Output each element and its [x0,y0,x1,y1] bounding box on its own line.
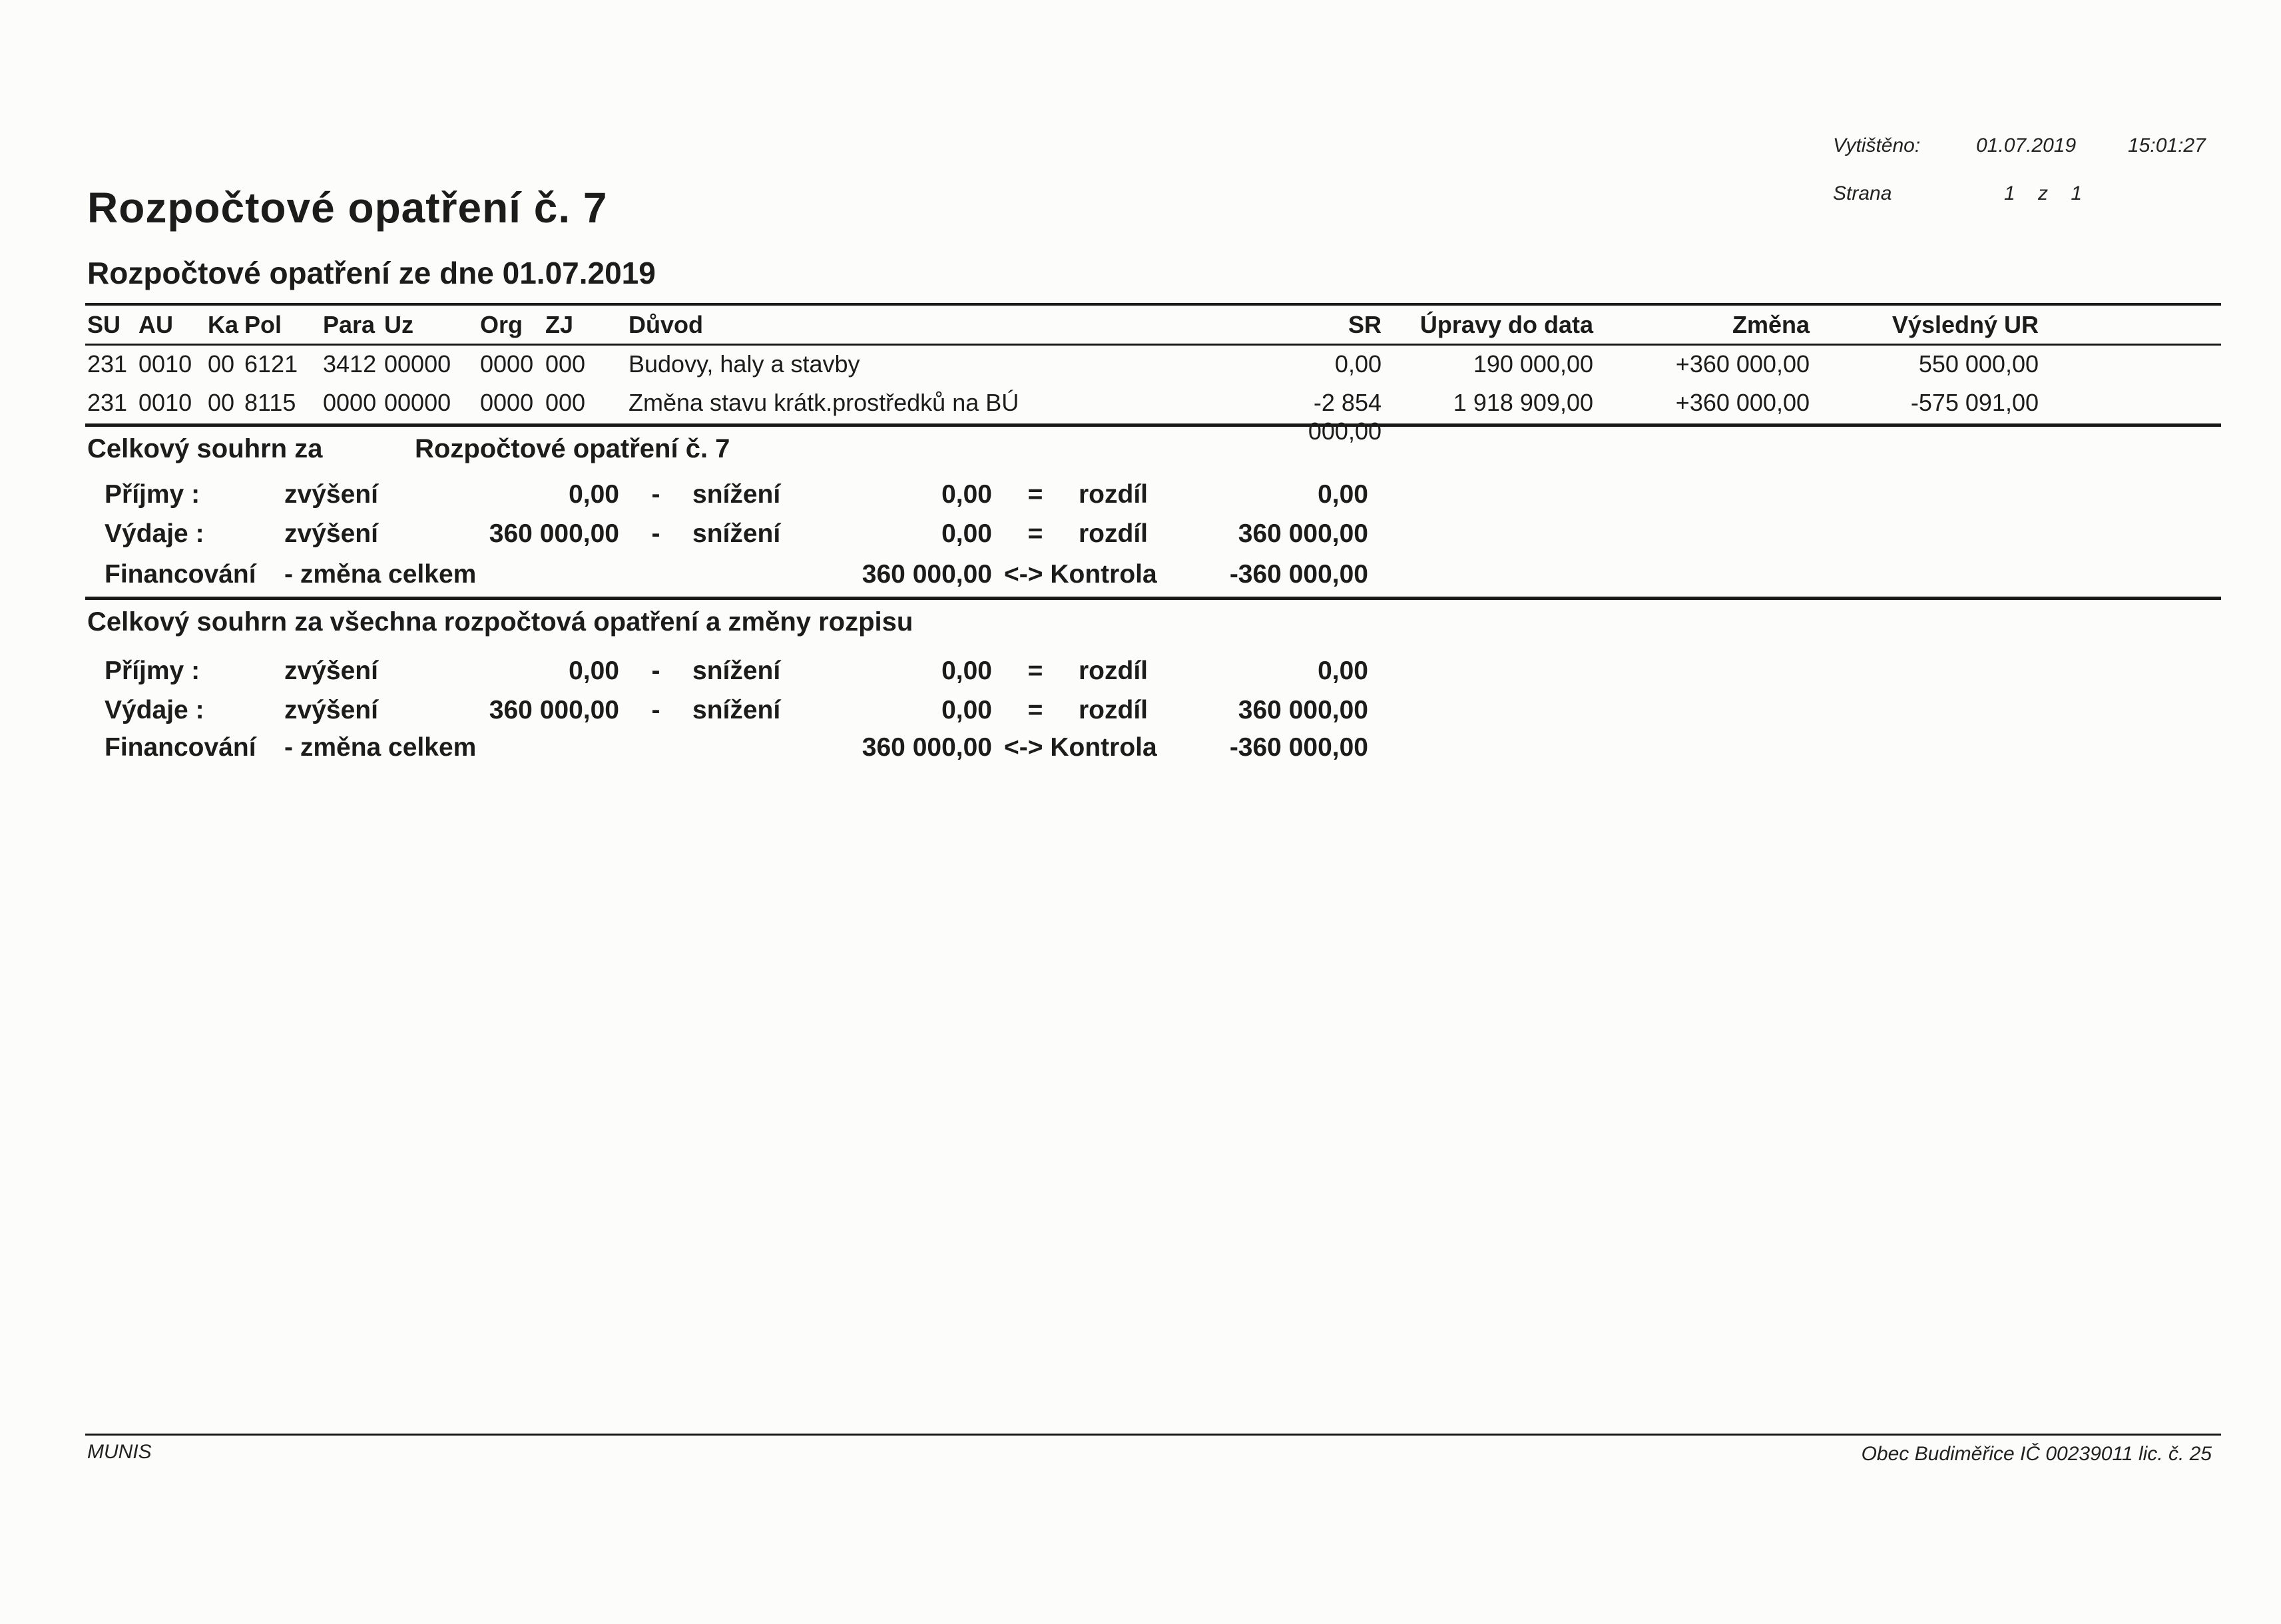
kontrola-label: <-> Kontrola [1004,733,1157,762]
equals-sign: = [1027,480,1043,509]
op-snizeni: snížení [692,480,781,509]
minus-sign: - [651,519,660,548]
financovani-value: 360 000,00 [862,560,992,589]
kontrola-value: -360 000,00 [1229,560,1368,589]
page-number-value: 1 z 1 [2004,182,2083,204]
vydaje-zvyseni-value: 360 000,00 [489,519,619,548]
op-snizeni: snížení [692,519,781,548]
prijmy-label: Příjmy : [105,657,200,685]
vydaje-rozdil-value: 360 000,00 [1238,519,1368,548]
op-rozdil: rozdíl [1079,696,1148,724]
op-zvyseni: zvýšení [284,696,378,724]
vydaje-label: Výdaje : [105,696,204,724]
kontrola-value: -360 000,00 [1229,733,1368,762]
cell-au: 0010 [138,389,192,416]
cell-ka: 00 [208,389,235,416]
cell-sr: -2 854 000,00 [1308,389,1382,445]
document-subtitle: Rozpočtové opatření ze dne 01.07.2019 [87,256,656,290]
cell-zj: 000 [545,389,586,416]
financovani-label: Financování [105,560,256,589]
printed-label: Vytištěno: [1833,135,1921,156]
cell-upravy: 190 000,00 [1473,350,1593,378]
prijmy-label: Příjmy : [105,480,200,509]
financovani-op: - změna celkem [284,560,477,589]
table-row [87,350,2221,378]
cell-org: 0000 [480,350,534,378]
cell-ka: 00 [208,350,235,378]
cell-su: 231 [87,389,128,416]
col-header-vysledny: Výsledný UR [1892,311,2039,338]
col-header-su: SU [87,311,121,338]
printed-date: 01.07.2019 [1976,135,2077,156]
cell-sr: 0,00 [1334,350,1382,378]
cell-uz: 00000 [384,350,451,378]
cell-uz: 00000 [384,389,451,416]
cell-vysledny: -575 091,00 [1910,389,2039,416]
cell-zmena: +360 000,00 [1675,389,1810,416]
vydaje-snizeni-value: 0,00 [941,519,992,548]
minus-sign: - [651,696,660,724]
op-rozdil: rozdíl [1079,480,1148,509]
cell-upravy: 1 918 909,00 [1453,389,1593,416]
col-header-zmena: Změna [1732,311,1810,338]
summary-row-vydaje [105,519,1370,550]
col-header-duvod: Důvod [629,311,703,338]
cell-zmena: +360 000,00 [1675,350,1810,378]
vydaje-label: Výdaje : [105,519,204,548]
table-row [87,388,2221,445]
equals-sign: = [1027,519,1043,548]
cell-pol: 8115 [244,389,296,416]
summary-row-prijmy [105,656,1370,687]
footer-app-name: MUNIS [87,1441,152,1463]
col-header-pol: Pol [244,311,282,338]
financovani-op: - změna celkem [284,733,477,762]
cell-au: 0010 [138,350,192,378]
cell-duvod: Budovy, haly a stavby [629,350,860,378]
col-header-au: AU [138,311,173,338]
equals-sign: = [1027,657,1043,685]
vydaje-rozdil-value: 360 000,00 [1238,696,1368,724]
minus-sign: - [651,657,660,685]
financovani-label: Financování [105,733,256,762]
prijmy-rozdil-value: 0,00 [1318,480,1368,509]
cell-su: 231 [87,350,128,378]
op-rozdil: rozdíl [1079,519,1148,548]
summary-opatreni-heading-name: Rozpočtové opatření č. 7 [415,434,730,463]
prijmy-snizeni-value: 0,00 [941,657,992,685]
cell-vysledny: 550 000,00 [1918,350,2039,378]
cell-para: 3412 [323,350,377,378]
cell-para: 0000 [323,389,377,416]
summary-row-vydaje [105,695,1370,726]
page-number-label: Strana [1833,182,1892,204]
kontrola-label: <-> Kontrola [1004,560,1157,589]
document-title: Rozpočtové opatření č. 7 [87,184,608,232]
op-snizeni: snížení [692,657,781,685]
table-top-rule [85,303,2221,306]
prijmy-rozdil-value: 0,00 [1318,657,1368,685]
table-header-row [87,310,2221,339]
col-header-org: Org [480,311,523,338]
op-zvyseni: zvýšení [284,657,378,685]
cell-pol: 6121 [244,350,298,378]
cell-org: 0000 [480,389,534,416]
vydaje-snizeni-value: 0,00 [941,696,992,724]
summary-row-financovani [105,559,1370,591]
col-header-zj: ZJ [545,311,574,338]
op-zvyseni: zvýšení [284,519,378,548]
op-zvyseni: zvýšení [284,480,378,509]
equals-sign: = [1027,696,1043,724]
col-header-uz: Uz [384,311,413,338]
cell-zj: 000 [545,350,586,378]
printed-time: 15:01:27 [2128,135,2206,156]
footer-rule [85,1434,2221,1436]
op-snizeni: snížení [692,696,781,724]
col-header-para: Para [323,311,376,338]
op-rozdil: rozdíl [1079,657,1148,685]
summary-all-heading: Celkový souhrn za všechna rozpočtová opatření a změny rozpisu [87,607,913,637]
section-divider-rule [85,597,2221,600]
prijmy-zvyseni-value: 0,00 [569,480,619,509]
col-header-upravy: Úpravy do data [1419,311,1593,338]
summary-row-prijmy [105,479,1370,511]
financovani-value: 360 000,00 [862,733,992,762]
summary-opatreni-heading-prefix: Celkový souhrn za [87,434,323,463]
cell-duvod: Změna stavu krátk.prostředků na BÚ [629,389,1019,416]
footer-organization: Obec Budiměřice IČ 00239011 lic. č. 25 [1861,1443,2212,1465]
col-header-ka: Ka [208,311,239,338]
prijmy-snizeni-value: 0,00 [941,480,992,509]
minus-sign: - [651,480,660,509]
prijmy-zvyseni-value: 0,00 [569,657,619,685]
vydaje-zvyseni-value: 360 000,00 [489,696,619,724]
col-header-sr: SR [1348,311,1382,338]
summary-row-financovani [105,732,1370,764]
table-header-rule [85,344,2221,346]
